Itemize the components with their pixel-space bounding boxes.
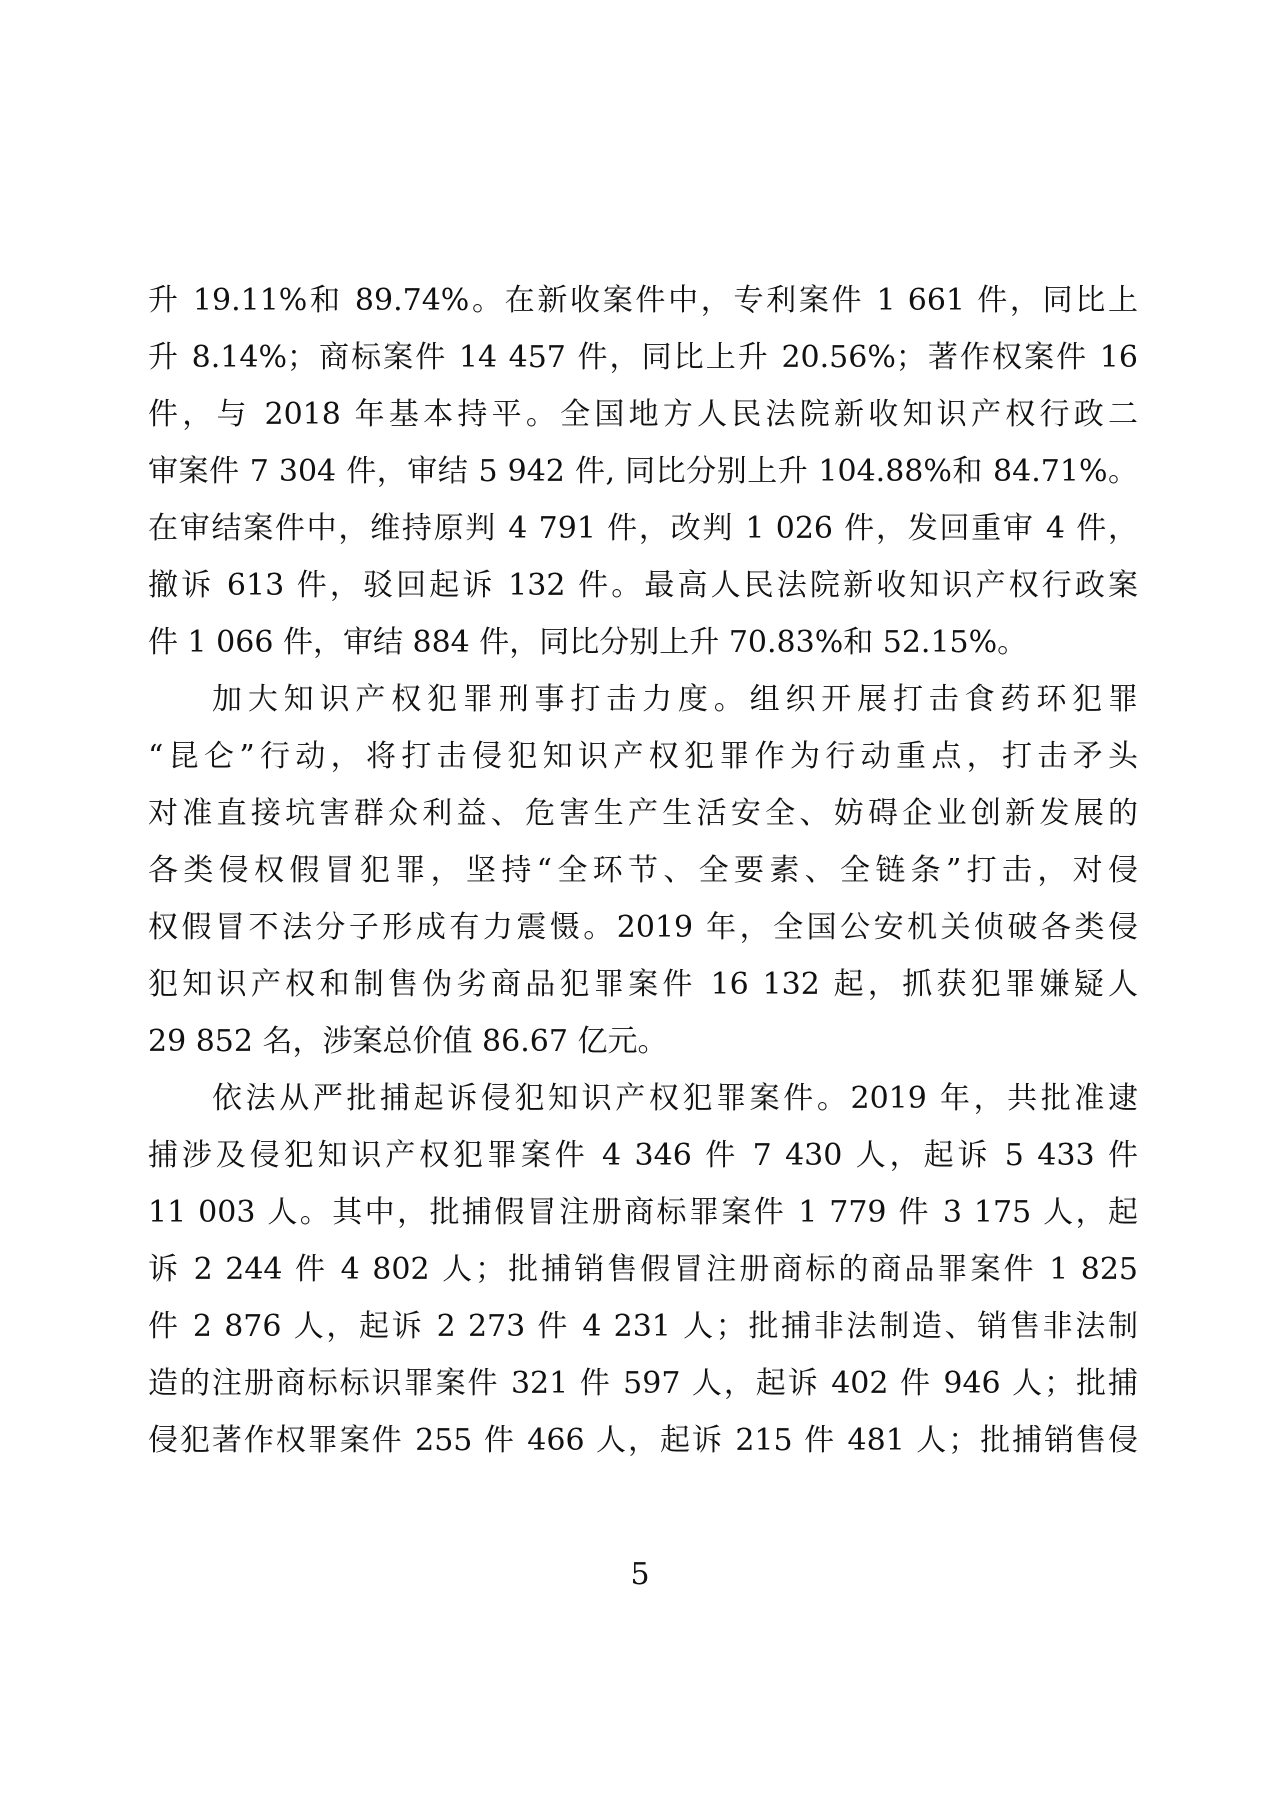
text-line: 在审结案件中，维持原判 4 791 件，改判 1 026 件，发回重审 4 件， <box>148 511 1138 546</box>
document-body <box>148 272 1138 1469</box>
text-line: 造的注册商标标识罪案件 321 件 597 人，起诉 402 件 946 人；批捕 <box>148 1366 1138 1401</box>
paragraph-prosecution <box>148 1070 1138 1469</box>
text-line: 升 19.11%和 89.74%。在新收案件中，专利案件 1 661 件，同比上 <box>148 283 1138 318</box>
text-line: 29 852 名，涉案总价值 86.67 亿元。 <box>148 1024 668 1059</box>
text-line: 犯知识产权和制售伪劣商品犯罪案件 16 132 起，抓获犯罪嫌疑人 <box>148 967 1138 1002</box>
page-number: 5 <box>630 1557 650 1592</box>
text-line: 件，与 2018 年基本持平。全国地方人民法院新收知识产权行政二 <box>148 397 1138 432</box>
text-line: 侵犯著作权罪案件 255 件 466 人，起诉 215 件 481 人；批捕销售侵 <box>148 1423 1138 1458</box>
text-line: 加大知识产权犯罪刑事打击力度。组织开展打击食药环犯罪 <box>212 682 1138 717</box>
text-line: 升 8.14%；商标案件 14 457 件，同比上升 20.56%；著作权案件 16 <box>148 340 1138 375</box>
text-line: 权假冒不法分子形成有力震慑。2019 年，全国公安机关侦破各类侵 <box>148 910 1138 945</box>
text-line: 诉 2 244 件 4 802 人；批捕销售假冒注册商标的商品罪案件 1 825 <box>148 1252 1138 1287</box>
text-line: 捕涉及侵犯知识产权犯罪案件 4 346 件 7 430 人，起诉 5 433 件 <box>148 1138 1138 1173</box>
text-line: 件 1 066 件，审结 884 件，同比分别上升 70.83%和 52.15%。 <box>148 625 1028 660</box>
text-line: 件 2 876 人，起诉 2 273 件 4 231 人；批捕非法制造、销售非法制 <box>148 1309 1138 1344</box>
text-line: 对准直接坑害群众利益、危害生产生活安全、妨碍企业创新发展的 <box>148 796 1138 831</box>
paragraph-admin-cases <box>148 272 1138 671</box>
text-line: 撤诉 613 件，驳回起诉 132 件。最高人民法院新收知识产权行政案 <box>148 568 1138 603</box>
text-line: “昆仑”行动，将打击侵犯知识产权犯罪作为行动重点，打击矛头 <box>148 739 1138 774</box>
text-line: 各类侵权假冒犯罪，坚持“全环节、全要素、全链条”打击，对侵 <box>148 853 1138 888</box>
text-line: 11 003 人。其中，批捕假冒注册商标罪案件 1 779 件 3 175 人，起 <box>148 1195 1138 1230</box>
paragraph-criminal-crackdown <box>148 671 1138 1070</box>
text-line: 审案件 7 304 件，审结 5 942 件, 同比分别上升 104.88%和 84.71%。 <box>148 454 1138 489</box>
text-line: 依法从严批捕起诉侵犯知识产权犯罪案件。2019 年，共批准逮 <box>212 1081 1138 1116</box>
